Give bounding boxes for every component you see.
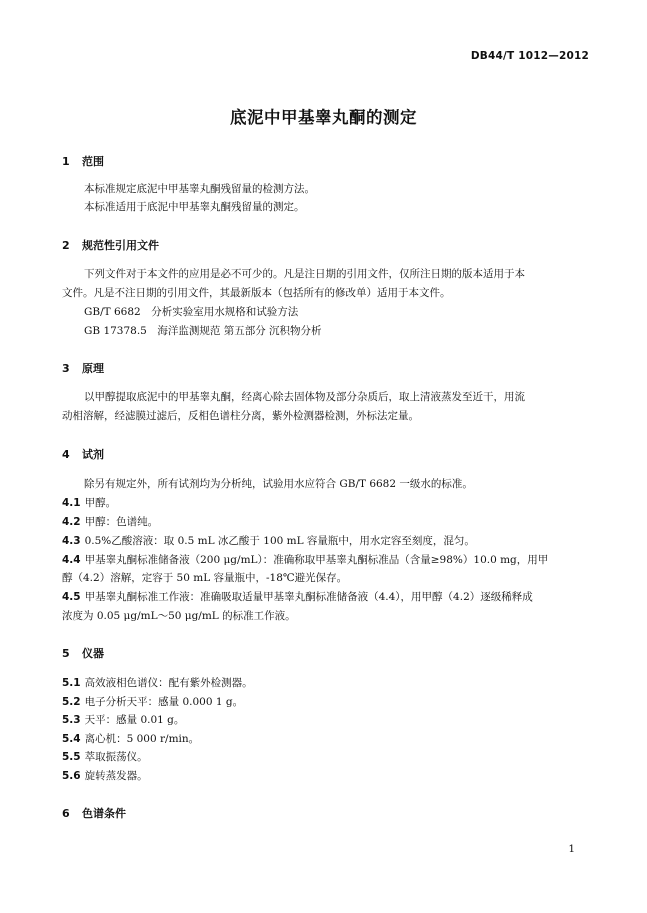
list-item [62,495,116,511]
list-item-continuation: 浓度为 0.05 μg/mL～50 μg/mL 的标准工作液。 [62,610,296,622]
paragraph-line: 本标准规定底泥中甲基睾丸酮残留量的检测方法。 [84,183,315,195]
list-item [62,694,243,710]
item-text: 甲基睾丸酮标准工作液：准确吸取适量甲基睾丸酮标准储备液（4.4），用甲醇（4.2）逐级稀释成 [84,591,533,603]
section-heading-instruments [62,645,104,661]
paragraph-line: 文件。凡是不注日期的引用文件，其最新版本（包括所有的修改单）适用于本文件。 [62,287,451,299]
item-number: 4.4 [62,554,81,566]
paragraph-line: 动相溶解，经滤膜过滤后，反相色谱柱分离，紫外检测器检测，外标法定量。 [62,410,419,422]
section-number: 2 [62,239,70,252]
item-number: 5.5 [62,751,81,763]
item-number: 4.5 [62,591,81,603]
page-number: 1 [568,843,575,855]
item-text: 离心机：5 000 r/min。 [84,733,200,745]
item-text: 萃取振荡仪。 [84,751,148,763]
section-number: 5 [62,647,70,660]
paragraph-line: 本标准适用于底泥中甲基睾丸酮残留量的测定。 [84,201,305,213]
paragraph-line: 下列文件对于本文件的应用是必不可少的。凡是注日期的引用文件，仅所注日期的版本适用于本 [84,268,525,280]
section-title: 仪器 [82,647,104,660]
document-code: DB44/T 1012—2012 [470,50,589,62]
list-item [62,749,148,765]
list-item [62,533,475,549]
section-heading-chromatography-conditions [62,805,126,821]
list-item [62,552,548,568]
item-number: 5.2 [62,696,81,708]
section-title: 色谱条件 [82,807,126,820]
item-text: 电子分析天平：感量 0.000 1 g。 [84,696,244,708]
list-item [62,589,533,605]
section-title: 原理 [82,362,104,375]
section-heading-principle [62,360,104,376]
reference-item: GB/T 6682 分析实验室用水规格和试验方法 [84,306,299,318]
section-title: 范围 [82,155,104,168]
section-title: 试剂 [82,448,104,461]
section-number: 1 [62,155,70,168]
item-text: 高效液相色谱仪：配有紫外检测器。 [84,677,253,689]
section-heading-reagents [62,446,104,462]
item-number: 5.1 [62,677,81,689]
item-text: 甲醇：色谱纯。 [84,516,159,528]
list-item-continuation: 醇（4.2）溶解，定容于 50 mL 容量瓶中，-18℃避光保存。 [62,572,348,584]
list-item [62,712,184,728]
item-number: 5.4 [62,733,81,745]
paragraph-line: 除另有规定外，所有试剂均为分析纯，试验用水应符合 GB/T 6682 一级水的标准。 [84,478,473,490]
section-heading-references [62,237,159,253]
document-title: 底泥中甲基睾丸酮的测定 [230,108,417,127]
list-item [62,514,158,530]
item-text: 0.5%乙酸溶液：取 0.5 mL 冰乙酸于 100 mL 容量瓶中，用水定容至刻度，混匀。 [84,535,475,547]
section-number: 6 [62,807,70,820]
item-text: 甲醇。 [84,497,117,509]
item-number: 5.3 [62,714,81,726]
reference-item: GB 17378.5 海洋监测规范 第五部分 沉积物分析 [84,325,322,337]
section-heading-scope [62,153,104,169]
section-title: 规范性引用文件 [82,239,159,252]
item-number: 5.6 [62,770,81,782]
list-item [62,768,148,784]
list-item [62,731,199,747]
item-text: 甲基睾丸酮标准储备液（200 μg/mL）：准确称取甲基睾丸酮标准品（含量≥98%）10.0 mg，用甲 [84,554,549,566]
paragraph-line: 以甲醇提取底泥中的甲基睾丸酮，经离心除去固体物及部分杂质后，取上清液蒸发至近干，用流 [84,391,525,403]
list-item [62,675,253,691]
item-number: 4.3 [62,535,81,547]
section-number: 3 [62,362,70,375]
item-number: 4.1 [62,497,81,509]
item-text: 旋转蒸发器。 [84,770,148,782]
item-number: 4.2 [62,516,81,528]
item-text: 天平：感量 0.01 g。 [84,714,185,726]
section-number: 4 [62,448,70,461]
